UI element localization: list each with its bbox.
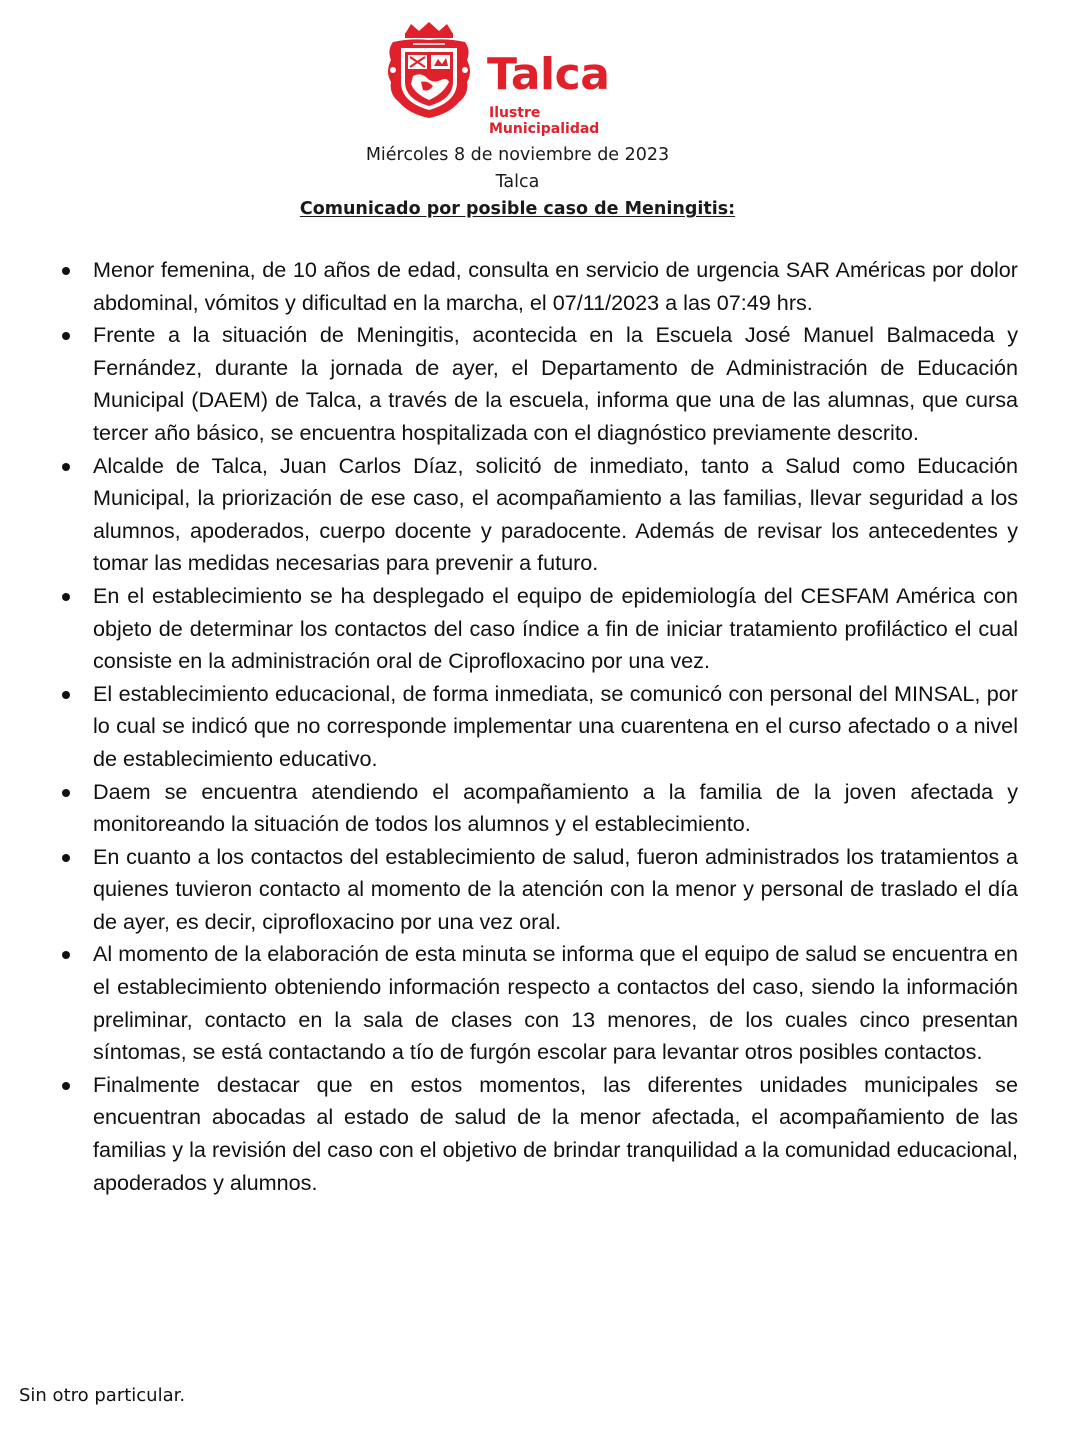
bullet-item xyxy=(62,841,1018,939)
bullet-dot-icon xyxy=(62,332,70,340)
bullet-text: En el establecimiento se ha desplegado el equipo de epidemiología del CESFAM América con objeto de determinar los contactos del caso índice a fin de iniciar tratamiento profiláctico el cual consiste en la administración oral de Ciprofloxacino por una vez. xyxy=(93,582,1018,674)
bullet-dot-icon xyxy=(62,951,70,959)
bullet-text: Frente a la situación de Meningitis, acontecida en la Escuela José Manuel Balmaceda y Fernández, durante la jornada de ayer, el Departamento de Administración de Educación Municipal (DAEM) de Talca, a través de la escuela, informa que una de las alumnas, que cursa tercer año básico, se encuentra hospitalizada con el diagnóstico previamente descrito. xyxy=(93,322,1018,445)
letterhead xyxy=(0,0,1080,140)
municipality-logo xyxy=(383,20,653,137)
bullet-text: Daem se encuentra atendiendo el acompañamiento a la familia de la joven afectada y monitoreando la situación de todos los alumnos y el establecimiento. xyxy=(93,778,1018,837)
bullet-item xyxy=(62,938,1018,1068)
document-meta xyxy=(0,142,1035,223)
bullet-list xyxy=(62,254,1018,1199)
bullet-dot-icon xyxy=(62,267,70,275)
closing-line: Sin otro particular. xyxy=(19,1385,186,1406)
document-date: Miércoles 8 de noviembre de 2023 xyxy=(365,145,670,165)
bullet-text: Al momento de la elaboración de esta minuta se informa que el equipo de salud se encuentra en el establecimiento obteniendo información respecto a contactos del caso, siendo la información preliminar, contacto en la sala de clases con 13 menores, de los cuales cinco presentan síntomas, se está contactando a tío de furgón escolar para levantar otros posibles contactos. xyxy=(93,941,1018,1065)
logo-wordmark: Talca xyxy=(487,49,610,100)
bullet-dot-icon xyxy=(62,854,70,862)
bullet-text: Finalmente destacar que en estos momentos, las diferentes unidades municipales se encuentran abocadas al estado de salud de la menor afectada, el acompañamiento de las familias y la revisión del caso con el objetivo de brindar tranquilidad a la comunidad educacional, apoderados y alumnos. xyxy=(93,1071,1018,1195)
bullet-text: En cuanto a los contactos del establecimiento de salud, fueron administrados los tratamientos a quienes tuvieron contacto al momento de la atención con la menor y personal de traslado el día de ayer, es decir, ciprofloxacino por una vez oral. xyxy=(93,843,1018,934)
logo-subtitle: Ilustre Municipalidad xyxy=(489,105,600,137)
coat-of-arms-icon xyxy=(383,20,475,120)
bullet-dot-icon xyxy=(62,593,70,601)
bullet-dot-icon xyxy=(62,691,70,699)
bullet-dot-icon xyxy=(62,789,70,797)
bullet-item xyxy=(62,776,1018,841)
bullet-item xyxy=(62,580,1018,678)
bullet-text: El establecimiento educacional, de forma inmediata, se comunicó con personal del MINSAL, por lo cual se indicó que no corresponde implementar una cuarentena en el curso afectado o a nivel de establecimiento educativo. xyxy=(93,680,1018,771)
bullet-text: Menor femenina, de 10 años de edad, consulta en servicio de urgencia SAR Américas por dolor abdominal, vómitos y dificultad en la marcha, el 07/11/2023 a las 07:49 hrs. xyxy=(93,257,1018,315)
bullet-dot-icon xyxy=(62,463,70,471)
document-title: Comunicado por posible caso de Meningitis: xyxy=(299,199,736,219)
bullet-item xyxy=(62,1069,1018,1199)
bullet-item xyxy=(62,678,1018,776)
bullet-dot-icon xyxy=(62,1082,70,1090)
bullet-item xyxy=(62,319,1018,449)
document-place: Talca xyxy=(495,172,540,192)
bullet-item xyxy=(62,254,1018,319)
bullet-text: Alcalde de Talca, Juan Carlos Díaz, solicitó de inmediato, tanto a Salud como Educación Municipal, la priorización de ese caso, el acompañamiento a las familias, llevar seguridad a los alumnos, apoderados, cuerpo docente y paradocente. Además de revisar los antecedentes y tomar las medidas necesarias para prevenir a futuro. xyxy=(93,452,1018,576)
bullet-item xyxy=(62,450,1018,580)
